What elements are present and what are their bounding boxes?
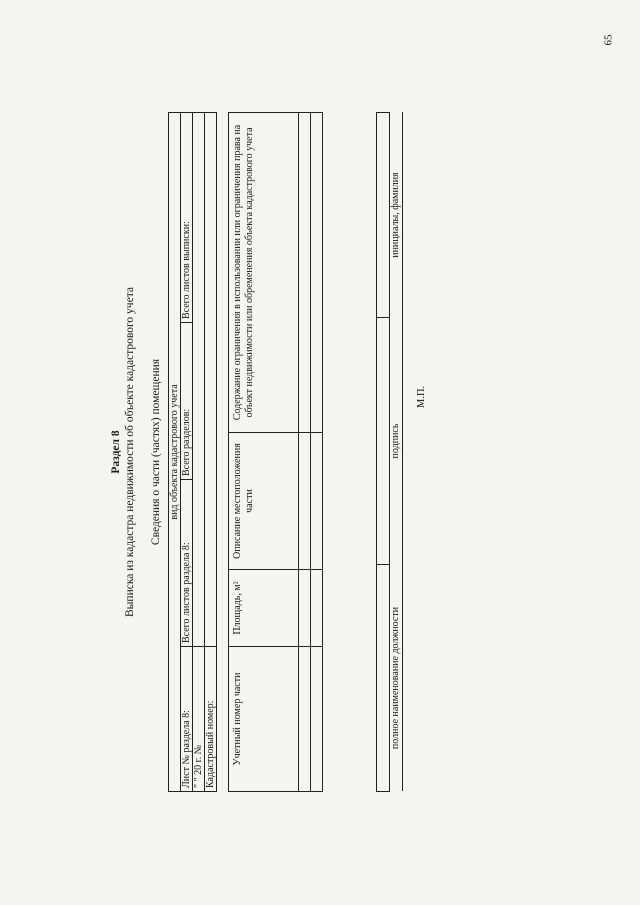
position-label: полное наименование должности	[390, 565, 403, 792]
parts-table	[228, 112, 323, 792]
parts-header-row	[229, 113, 299, 792]
header-location: Описание местоположения части	[229, 433, 299, 570]
name-label: инициалы, фамилия	[390, 113, 403, 318]
sheet-number-cell: Лист № раздела 8:	[181, 647, 193, 792]
signature-labels-row	[390, 113, 403, 792]
signature-line-row	[377, 113, 390, 792]
date-cell: " " 20 г. №	[193, 647, 205, 792]
date-blank-cell	[193, 113, 205, 647]
cadastral-number-cell: Кадастровый номер:	[205, 647, 217, 792]
table-row	[299, 113, 311, 792]
info-table	[168, 112, 217, 792]
page-number: 65	[602, 34, 615, 46]
header-area: Площадь, м²	[229, 570, 299, 647]
titles	[110, 112, 162, 792]
parts-subtitle: Сведения о части (частях) помещения	[150, 358, 162, 546]
sheets-in-section-cell: Всего листов раздела 8:	[181, 480, 193, 647]
stamp-label: М.П.	[416, 385, 427, 408]
object-type-cell: вид объекта кадастрового учета	[169, 113, 181, 792]
table-row	[311, 113, 323, 792]
cadastral-value-cell	[205, 113, 217, 647]
signature-table	[376, 112, 403, 792]
total-sections-cell: Всего разделов:	[181, 323, 193, 480]
header-restriction: Содержание ограничения в использовании или ограничения права на объект недвижимости или обременения объекта кадастрового учета	[229, 113, 299, 433]
section-title: Раздел 8	[110, 430, 122, 474]
document-sheet	[110, 112, 570, 792]
sign-label: подпись	[390, 318, 403, 565]
signature-block	[376, 112, 427, 792]
total-sheets-cell: Всего листов выписки:	[181, 113, 193, 323]
header-part-number: Учетный номер части	[229, 647, 299, 792]
extract-subtitle: Выписка из кадастра недвижимости об объекте кадастрового учета	[124, 287, 136, 617]
